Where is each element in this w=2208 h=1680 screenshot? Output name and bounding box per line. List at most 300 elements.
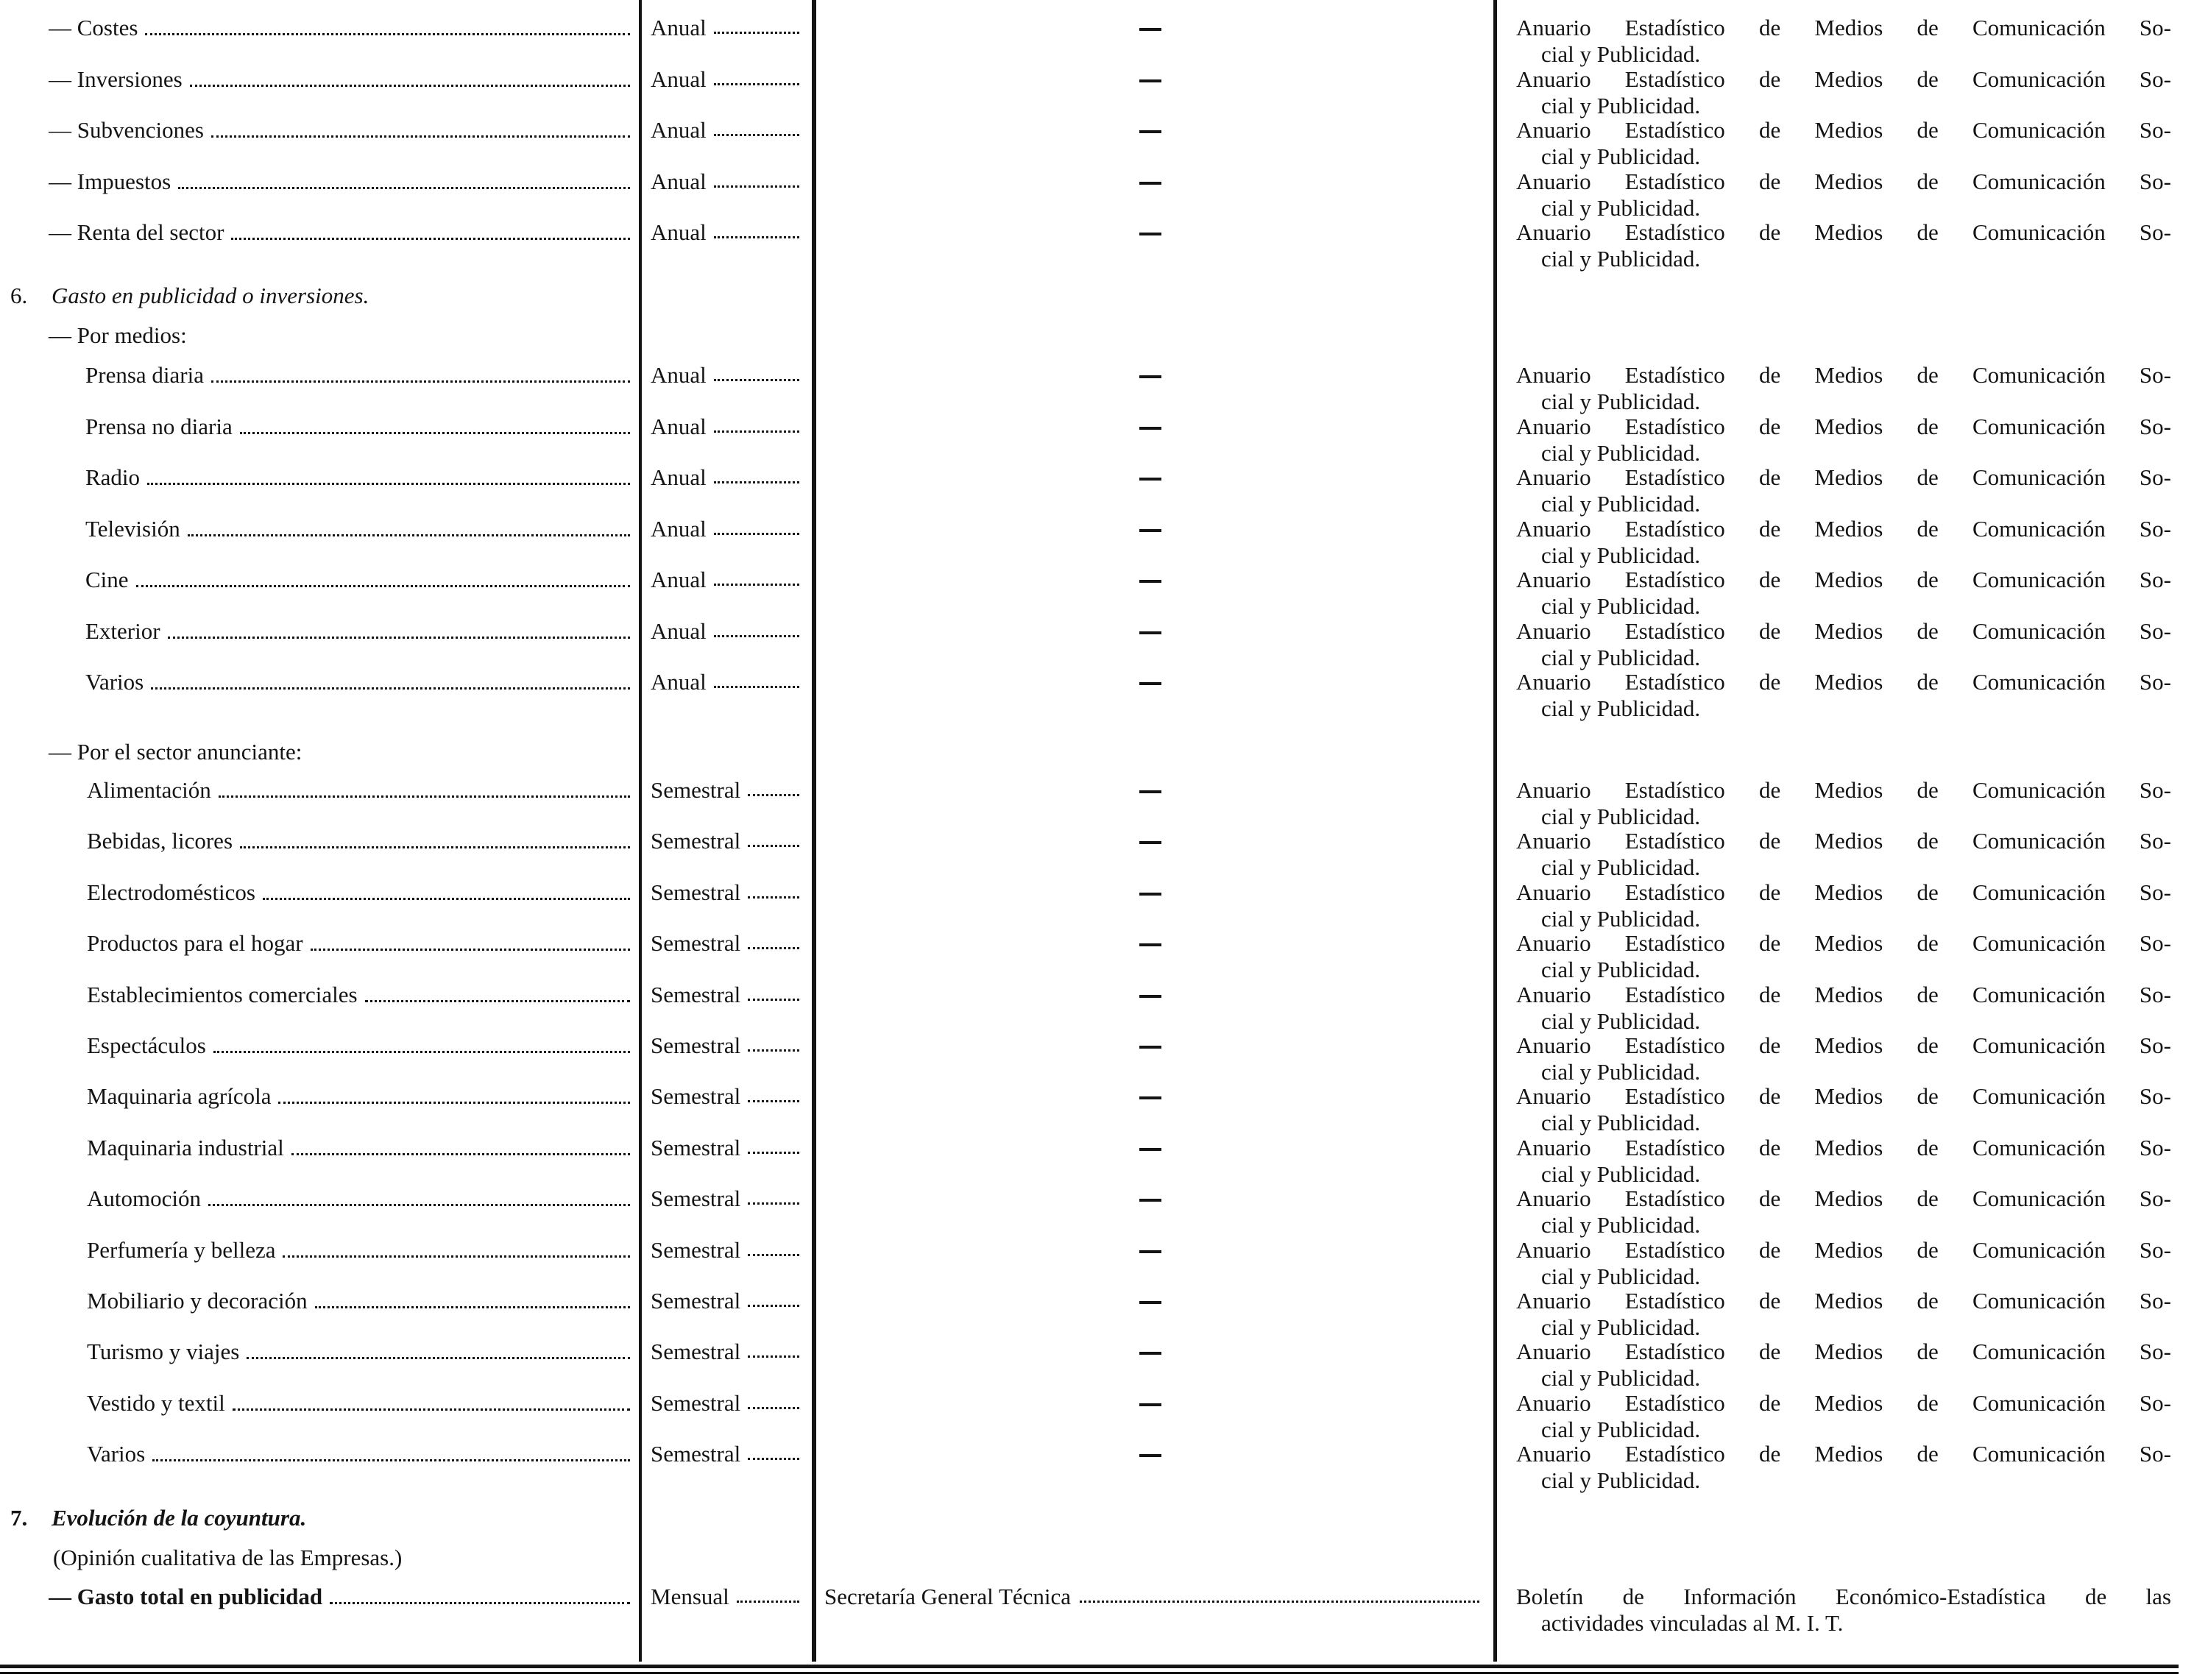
source-cell bbox=[1516, 878, 2171, 931]
source-cell bbox=[1516, 1582, 2171, 1635]
frequency-cell bbox=[651, 667, 805, 697]
frequency-value: Anual bbox=[651, 618, 707, 644]
section-6-heading bbox=[10, 281, 369, 311]
source-line-2: cial y Publicidad. bbox=[1541, 1008, 1701, 1034]
source-line-1: Anuario Estadístico de Medios de Comunicación So- bbox=[1516, 618, 2171, 644]
dot-leader bbox=[714, 13, 799, 34]
source-line-2: cial y Publicidad. bbox=[1541, 1365, 1701, 1391]
table-row bbox=[0, 13, 2208, 72]
row-label-cell bbox=[49, 218, 630, 247]
source-line-2: cial y Publicidad. bbox=[1541, 440, 1701, 466]
source-line-2: cial y Publicidad. bbox=[1541, 1212, 1701, 1238]
table-row bbox=[0, 1389, 2208, 1447]
dot-leader bbox=[748, 1389, 799, 1409]
table-row bbox=[0, 980, 2208, 1039]
frequency-cell bbox=[651, 116, 805, 145]
frequency-cell bbox=[651, 218, 805, 247]
dot-leader bbox=[219, 777, 630, 798]
organism-dash bbox=[1139, 995, 1161, 998]
row-label-cell bbox=[49, 167, 630, 196]
source-line-1: Anuario Estadístico de Medios de Comunicación So- bbox=[1516, 879, 2171, 905]
dot-leader bbox=[190, 66, 630, 87]
frequency-value: Semestral bbox=[651, 1083, 741, 1109]
frequency-value: Anual bbox=[651, 169, 707, 194]
dot-leader bbox=[748, 1236, 799, 1256]
dot-leader bbox=[136, 567, 630, 587]
frequency-value: Semestral bbox=[651, 1135, 741, 1160]
frequency-value: Anual bbox=[651, 567, 707, 592]
source-line-1: Anuario Estadístico de Medios de Comunicación So- bbox=[1516, 516, 2171, 542]
row-label-cell bbox=[87, 1439, 630, 1469]
table-row bbox=[0, 1133, 2208, 1192]
source-cell bbox=[1516, 13, 2171, 66]
frequency-cell bbox=[651, 878, 805, 907]
source-cell bbox=[1516, 514, 2171, 567]
row-label-cell bbox=[85, 412, 630, 442]
organism-dash bbox=[1139, 182, 1161, 185]
dot-leader bbox=[714, 218, 799, 238]
source-line-2: cial y Publicidad. bbox=[1541, 804, 1701, 829]
dot-leader bbox=[714, 65, 799, 85]
frequency-value: Anual bbox=[651, 464, 707, 490]
por-medios-label: — Por medios: bbox=[49, 322, 187, 348]
source-line-1: Anuario Estadístico de Medios de Comunicación So- bbox=[1516, 1032, 2171, 1058]
dot-leader bbox=[748, 1184, 799, 1205]
frequency-value: Anual bbox=[651, 669, 707, 695]
source-cell bbox=[1516, 1337, 2171, 1390]
organism-value: Secretaría General Técnica bbox=[824, 1584, 1072, 1609]
frequency-value: Semestral bbox=[651, 1032, 741, 1058]
dot-leader bbox=[748, 878, 799, 899]
table-row bbox=[0, 116, 2208, 174]
dot-leader bbox=[714, 617, 799, 637]
organism-dash bbox=[1139, 529, 1161, 532]
organism-dash bbox=[1139, 1454, 1161, 1457]
source-line-2: cial y Publicidad. bbox=[1541, 41, 1701, 67]
frequency-value: Semestral bbox=[651, 982, 741, 1007]
table-row-gasto-total bbox=[0, 1582, 2208, 1641]
row-label: Televisión bbox=[85, 516, 180, 542]
frequency-value: Semestral bbox=[651, 1185, 741, 1211]
source-line-2: cial y Publicidad. bbox=[1541, 93, 1701, 118]
frequency-cell bbox=[651, 826, 805, 856]
source-line-1: Anuario Estadístico de Medios de Comunicación So- bbox=[1516, 1288, 2171, 1314]
frequency-cell bbox=[651, 514, 805, 544]
dot-leader bbox=[147, 464, 630, 485]
frequency-cell bbox=[651, 65, 805, 94]
source-line-2: cial y Publicidad. bbox=[1541, 957, 1701, 982]
row-label: Alimentación bbox=[87, 777, 211, 803]
row-label-cell bbox=[87, 929, 630, 958]
source-cell bbox=[1516, 617, 2171, 670]
source-line-2: cial y Publicidad. bbox=[1541, 143, 1701, 169]
dot-leader bbox=[748, 776, 799, 796]
source-line-1: Anuario Estadístico de Medios de Comunicación So- bbox=[1516, 15, 2171, 40]
source-cell bbox=[1516, 1389, 2171, 1442]
organism-dash bbox=[1139, 1403, 1161, 1406]
source-line-1: Anuario Estadístico de Medios de Comunicación So- bbox=[1516, 1390, 2171, 1416]
source-line-1: Anuario Estadístico de Medios de Comunicación So- bbox=[1516, 464, 2171, 490]
table-row bbox=[0, 412, 2208, 471]
row-label: Varios bbox=[85, 669, 144, 695]
source-line-1: Anuario Estadístico de Medios de Comunicación So- bbox=[1516, 1083, 2171, 1109]
table-row bbox=[0, 1337, 2208, 1396]
dot-leader bbox=[748, 1337, 799, 1358]
organism-dash bbox=[1139, 79, 1161, 82]
frequency-cell bbox=[651, 13, 805, 43]
section-7-note: (Opinión cualitativa de las Empresas.) bbox=[53, 1545, 403, 1570]
source-line-2: cial y Publicidad. bbox=[1541, 1059, 1701, 1085]
source-cell bbox=[1516, 1236, 2171, 1289]
source-cell bbox=[1516, 929, 2171, 982]
row-label-cell bbox=[87, 1337, 630, 1367]
table-row bbox=[0, 565, 2208, 624]
frequency-cell bbox=[651, 929, 805, 958]
section-6-title: Gasto en publicidad o inversiones. bbox=[52, 283, 369, 308]
section-7-heading bbox=[10, 1503, 306, 1533]
source-line-2: cial y Publicidad. bbox=[1541, 1161, 1701, 1187]
table-row bbox=[0, 617, 2208, 676]
row-label: Bebidas, licores bbox=[87, 828, 233, 854]
dot-leader bbox=[714, 361, 799, 381]
row-label-cell bbox=[49, 116, 630, 145]
frequency-cell bbox=[651, 980, 805, 1010]
organism-dash bbox=[1139, 943, 1161, 946]
organism-dash bbox=[1139, 1046, 1161, 1049]
table-row bbox=[0, 1236, 2208, 1294]
frequency-value: Anual bbox=[651, 219, 707, 245]
dot-leader bbox=[748, 1133, 799, 1154]
frequency-cell bbox=[651, 361, 805, 390]
frequency-cell bbox=[651, 1582, 805, 1612]
table-row bbox=[0, 929, 2208, 988]
frequency-value: Anual bbox=[651, 117, 707, 143]
source-line-2: cial y Publicidad. bbox=[1541, 593, 1701, 619]
source-line-1: Anuario Estadístico de Medios de Comunicación So- bbox=[1516, 66, 2171, 92]
row-label-cell bbox=[87, 1286, 630, 1316]
organism-dash bbox=[1139, 790, 1161, 793]
dot-leader bbox=[330, 1584, 630, 1604]
dot-leader bbox=[247, 1339, 630, 1359]
row-label-cell bbox=[85, 565, 630, 595]
organism-dash bbox=[1139, 1250, 1161, 1253]
source-cell bbox=[1516, 1082, 2171, 1135]
frequency-cell bbox=[651, 1184, 805, 1213]
row-label: — Renta del sector bbox=[49, 219, 224, 245]
source-line-2: cial y Publicidad. bbox=[1541, 491, 1701, 517]
row-label: Establecimientos comerciales bbox=[87, 982, 358, 1007]
source-line-1: Anuario Estadístico de Medios de Comunicación So- bbox=[1516, 777, 2171, 803]
organism-dash bbox=[1139, 375, 1161, 378]
dot-leader bbox=[231, 219, 630, 240]
source-cell bbox=[1516, 167, 2171, 220]
source-cell bbox=[1516, 1286, 2171, 1339]
table-row bbox=[0, 1082, 2208, 1141]
source-line-2: cial y Publicidad. bbox=[1541, 854, 1701, 880]
source-cell bbox=[1516, 1133, 2171, 1186]
dot-leader bbox=[737, 1582, 799, 1603]
dot-leader bbox=[714, 514, 799, 535]
source-line-2: cial y Publicidad. bbox=[1541, 542, 1701, 568]
dot-leader bbox=[263, 879, 630, 900]
frequency-value: Anual bbox=[651, 362, 707, 388]
row-label-cell bbox=[49, 65, 630, 94]
frequency-value: Mensual bbox=[651, 1584, 729, 1609]
frequency-cell bbox=[651, 167, 805, 196]
dot-leader bbox=[145, 15, 630, 35]
table-row bbox=[0, 514, 2208, 573]
dot-leader bbox=[315, 1288, 630, 1308]
row-label-cell bbox=[85, 667, 630, 697]
row-label: Prensa no diaria bbox=[85, 414, 233, 439]
bottom-rule-bottom bbox=[0, 1672, 2179, 1674]
frequency-cell bbox=[651, 1286, 805, 1316]
frequency-cell bbox=[651, 463, 805, 492]
source-line-1: Anuario Estadístico de Medios de Comunicación So- bbox=[1516, 219, 2171, 245]
frequency-cell bbox=[651, 412, 805, 442]
frequency-cell bbox=[651, 1389, 805, 1418]
source-line-1: Anuario Estadístico de Medios de Comunicación So- bbox=[1516, 930, 2171, 956]
organism-dash bbox=[1139, 130, 1161, 133]
row-label: — Subvenciones bbox=[49, 117, 204, 143]
source-line-1: Anuario Estadístico de Medios de Comunicación So- bbox=[1516, 982, 2171, 1007]
row-label: Maquinaria industrial bbox=[87, 1135, 284, 1160]
organism-dash bbox=[1139, 1199, 1161, 1202]
frequency-cell bbox=[651, 565, 805, 595]
frequency-value: Semestral bbox=[651, 879, 741, 905]
organism-cell bbox=[824, 1582, 1479, 1612]
source-cell bbox=[1516, 980, 2171, 1033]
source-line-1: Anuario Estadístico de Medios de Comunicación So- bbox=[1516, 1441, 2171, 1467]
frequency-value: Semestral bbox=[651, 1339, 741, 1364]
table-row bbox=[0, 826, 2208, 885]
organism-dash bbox=[1139, 1096, 1161, 1099]
table-row bbox=[0, 1286, 2208, 1345]
row-label: Productos para el hogar bbox=[87, 930, 303, 956]
organism-dash bbox=[1139, 580, 1161, 583]
row-label: Automoción bbox=[87, 1185, 201, 1211]
source-line-2: cial y Publicidad. bbox=[1541, 1417, 1701, 1442]
frequency-value: Anual bbox=[651, 516, 707, 542]
organism-dash bbox=[1139, 893, 1161, 896]
organism-dash bbox=[1139, 28, 1161, 31]
frequency-value: Semestral bbox=[651, 777, 741, 803]
source-line-1: Anuario Estadístico de Medios de Comunicación So- bbox=[1516, 414, 2171, 439]
row-label: Prensa diaria bbox=[85, 362, 204, 388]
source-line-1: Anuario Estadístico de Medios de Comunicación So- bbox=[1516, 1339, 2171, 1364]
row-label: — Impuestos bbox=[49, 169, 171, 194]
source-line-1: Anuario Estadístico de Medios de Comunicación So- bbox=[1516, 117, 2171, 143]
table-row bbox=[0, 1031, 2208, 1090]
table-row bbox=[0, 878, 2208, 937]
dot-leader bbox=[714, 412, 799, 433]
source-line-1: Anuario Estadístico de Medios de Comunicación So- bbox=[1516, 828, 2171, 854]
dot-leader bbox=[283, 1237, 630, 1258]
source-line-1: Anuario Estadístico de Medios de Comunicación So- bbox=[1516, 1135, 2171, 1160]
row-label-cell bbox=[85, 514, 630, 544]
dot-leader bbox=[152, 1441, 630, 1461]
frequency-value: Anual bbox=[651, 414, 707, 439]
dot-leader bbox=[748, 826, 799, 847]
frequency-cell bbox=[651, 1031, 805, 1060]
dot-leader bbox=[168, 618, 630, 639]
row-label: Cine bbox=[85, 567, 129, 592]
organism-dash bbox=[1139, 841, 1161, 844]
frequency-value: Semestral bbox=[651, 1441, 741, 1467]
source-line-2: cial y Publicidad. bbox=[1541, 1110, 1701, 1135]
frequency-cell bbox=[651, 1337, 805, 1367]
organism-dash bbox=[1139, 631, 1161, 634]
bottom-rule-top bbox=[0, 1665, 2179, 1668]
row-label: Electrodomésticos bbox=[87, 879, 255, 905]
frequency-value: Semestral bbox=[651, 1237, 741, 1263]
dot-leader bbox=[748, 1286, 799, 1307]
source-cell bbox=[1516, 565, 2171, 618]
organism-dash bbox=[1139, 682, 1161, 685]
dot-leader bbox=[178, 169, 630, 189]
source-cell bbox=[1516, 1439, 2171, 1492]
row-label: Maquinaria agrícola bbox=[87, 1083, 272, 1109]
table-row bbox=[0, 776, 2208, 834]
row-label: Turismo y viajes bbox=[87, 1339, 240, 1364]
source-cell bbox=[1516, 667, 2171, 720]
table-row bbox=[0, 667, 2208, 726]
dot-leader bbox=[240, 414, 630, 434]
source-line-1: Anuario Estadístico de Medios de Comunicación So- bbox=[1516, 1237, 2171, 1263]
row-label: Mobiliario y decoración bbox=[87, 1288, 308, 1314]
source-line-2: cial y Publicidad. bbox=[1541, 695, 1701, 721]
source-line-1: Anuario Estadístico de Medios de Comunicación So- bbox=[1516, 362, 2171, 388]
frequency-value: Semestral bbox=[651, 1390, 741, 1416]
source-cell bbox=[1516, 65, 2171, 118]
source-line-2: cial y Publicidad. bbox=[1541, 906, 1701, 932]
source-line-2: cial y Publicidad. bbox=[1541, 1263, 1701, 1289]
dot-leader bbox=[311, 930, 630, 951]
source-cell bbox=[1516, 1031, 2171, 1084]
dot-leader bbox=[748, 1439, 799, 1460]
row-label-cell bbox=[87, 980, 630, 1010]
row-label: Exterior bbox=[85, 618, 160, 644]
dot-leader bbox=[714, 116, 799, 136]
dot-leader bbox=[211, 362, 630, 383]
source-line-1: Anuario Estadístico de Medios de Comunicación So- bbox=[1516, 669, 2171, 695]
section-7-title: Evolución de la coyuntura. bbox=[52, 1505, 307, 1531]
table-row bbox=[0, 463, 2208, 522]
source-cell bbox=[1516, 116, 2171, 169]
row-label-cell bbox=[87, 1184, 630, 1213]
dot-leader bbox=[714, 463, 799, 483]
row-label: Varios bbox=[87, 1441, 146, 1467]
row-label-cell bbox=[87, 1133, 630, 1163]
source-cell bbox=[1516, 826, 2171, 879]
source-cell bbox=[1516, 463, 2171, 516]
row-label: Radio bbox=[85, 464, 141, 490]
source-cell bbox=[1516, 776, 2171, 829]
dot-leader bbox=[291, 1135, 630, 1155]
source-line-2: cial y Publicidad. bbox=[1541, 1314, 1701, 1340]
row-label-cell bbox=[85, 361, 630, 390]
frequency-value: Semestral bbox=[651, 828, 741, 854]
source-cell bbox=[1516, 1184, 2171, 1237]
organism-dash bbox=[1139, 1301, 1161, 1304]
table-row bbox=[0, 361, 2208, 419]
section-6-number: 6. bbox=[10, 283, 28, 308]
frequency-value: Semestral bbox=[651, 1288, 741, 1314]
dot-leader bbox=[151, 669, 630, 690]
source-line-1: Anuario Estadístico de Medios de Comunicación So- bbox=[1516, 1185, 2171, 1211]
row-label-cell bbox=[87, 826, 630, 856]
row-label-cell bbox=[87, 776, 630, 805]
row-label-cell bbox=[49, 13, 630, 43]
dot-leader bbox=[714, 167, 799, 188]
frequency-value: Anual bbox=[651, 66, 707, 92]
organism-dash bbox=[1139, 233, 1161, 235]
row-label: Vestido y textil bbox=[87, 1390, 225, 1416]
dot-leader bbox=[240, 828, 630, 848]
dot-leader bbox=[748, 1031, 799, 1052]
source-line-1: Anuario Estadístico de Medios de Comunicación So- bbox=[1516, 567, 2171, 592]
frequency-cell bbox=[651, 617, 805, 646]
frequency-value: Anual bbox=[651, 15, 707, 40]
source-line-2: cial y Publicidad. bbox=[1541, 246, 1701, 272]
source-line-2: cial y Publicidad. bbox=[1541, 645, 1701, 670]
por-sector-label: — Por el sector anunciante: bbox=[49, 739, 302, 765]
row-label-cell bbox=[85, 617, 630, 646]
row-label-cell bbox=[87, 1389, 630, 1418]
organism-dash bbox=[1139, 1352, 1161, 1355]
organism-dash bbox=[1139, 478, 1161, 481]
table-row bbox=[0, 1184, 2208, 1243]
frequency-cell bbox=[651, 1082, 805, 1111]
row-label: Espectáculos bbox=[87, 1032, 206, 1058]
row-label-cell bbox=[87, 878, 630, 907]
dot-leader bbox=[748, 929, 799, 949]
frequency-cell bbox=[651, 1439, 805, 1469]
table-row bbox=[0, 218, 2208, 277]
dot-leader bbox=[278, 1083, 630, 1104]
source-line-2: cial y Publicidad. bbox=[1541, 389, 1701, 414]
dot-leader bbox=[188, 516, 630, 536]
dot-leader bbox=[208, 1185, 630, 1206]
section-7-number: 7. bbox=[10, 1505, 28, 1531]
frequency-cell bbox=[651, 1133, 805, 1163]
frequency-cell bbox=[651, 776, 805, 805]
row-label: Perfumería y belleza bbox=[87, 1237, 276, 1263]
table-row bbox=[0, 1439, 2208, 1498]
dot-leader bbox=[748, 980, 799, 1001]
dot-leader bbox=[233, 1390, 630, 1411]
organism-dash bbox=[1139, 1148, 1161, 1151]
organism-dash bbox=[1139, 427, 1161, 430]
row-label: — Costes bbox=[49, 15, 138, 40]
table-row bbox=[0, 167, 2208, 226]
dot-leader bbox=[748, 1082, 799, 1102]
dot-leader bbox=[714, 667, 799, 688]
source-line-2: actividades vinculadas al M. I. T. bbox=[1541, 1610, 1844, 1636]
row-label-cell bbox=[87, 1031, 630, 1060]
source-cell bbox=[1516, 218, 2171, 271]
source-line-1: Anuario Estadístico de Medios de Comunicación So- bbox=[1516, 169, 2171, 194]
dot-leader bbox=[213, 1032, 630, 1053]
frequency-value: Semestral bbox=[651, 930, 741, 956]
row-label: — Inversiones bbox=[49, 66, 183, 92]
source-cell bbox=[1516, 361, 2171, 414]
row-label-cell bbox=[87, 1236, 630, 1265]
dot-leader bbox=[365, 982, 630, 1002]
source-cell bbox=[1516, 412, 2171, 465]
frequency-cell bbox=[651, 1236, 805, 1265]
dot-leader bbox=[1080, 1582, 1479, 1603]
